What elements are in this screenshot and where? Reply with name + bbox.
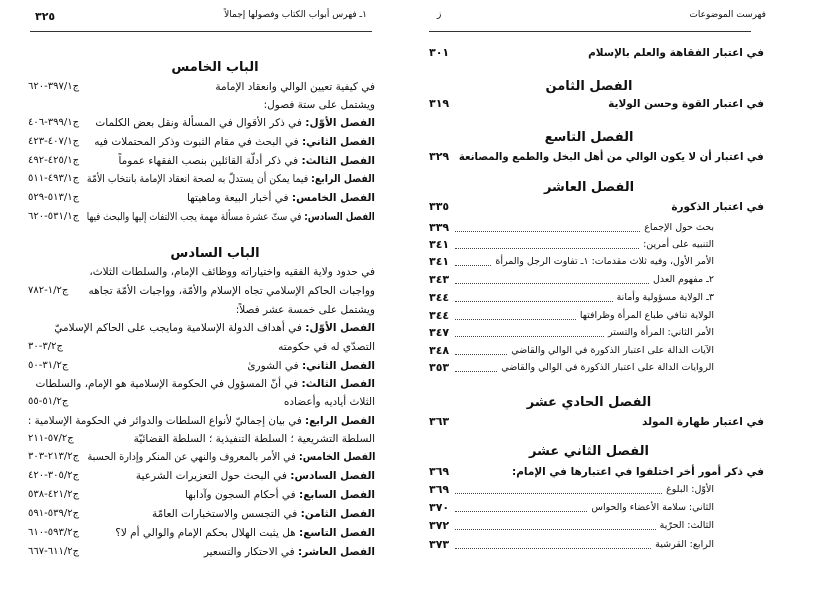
chapter-text: في التجسس والاستخبارات العامّة [152,508,301,520]
toc-line [215,80,375,94]
volume-page-ref: ٤٩٢-٤٢٥/١ج [28,155,80,166]
header-rule [429,31,751,32]
toc-subentry: الأوّل: البلوغ [666,484,714,495]
chapter-text: الثلاث أياديه وأعضاده [283,396,375,408]
running-header-title: ١ـ فهرس أبواب الكتاب وفصولها إجمالاً [224,10,367,20]
volume-page-ref: ٦٢٠-٣٩٧/١ج [28,81,80,92]
chapter-title: الفصل الحادي عشر [526,395,652,410]
toc-subentry: التنبيه على أمرين: [643,239,714,250]
chapter-label: الفصل الثامن: [300,508,375,520]
volume-page-ref: ٧٨٢-١/٢ج [28,285,69,296]
toc-line [87,210,375,224]
toc-entry: في ذكر أمور أخر اختلفوا في اعتبارها في الإمام: [512,466,764,478]
volume-page-ref: ٤٠٦-٣٩٩/١ج [28,117,80,128]
page-number: ٣٦٩ [429,465,450,478]
toc-line [87,172,375,186]
toc-line [115,526,375,540]
toc-line [236,303,375,317]
toc-line [28,414,375,428]
page-number: ٣٢٩ [429,150,450,163]
volume-page-ref: ٢١١-٥٧/٢ج [28,433,74,444]
toc-line [118,154,375,168]
toc-line [87,450,375,464]
toc-line [284,395,375,409]
chapter-label: الفصل الثالث: [301,155,375,167]
chapter-title: الفصل العاشر [543,180,635,195]
dot-leader [455,529,655,530]
right-page [407,0,814,601]
toc-subentry: الآيات الدالة على اعتبار الذكورة في الوالي والقاضي [511,345,714,356]
header-rule [30,31,372,32]
toc-line [54,321,375,335]
toc-line [95,116,375,130]
page-number: ٣٥٣ [429,361,450,374]
toc-line [134,432,375,446]
toc-line [89,284,375,298]
dot-leader [455,511,587,512]
toc-entry: في اعتبار القوة وحسن الولاية [608,98,764,110]
chapter-text: في الشورىٰ [247,360,302,372]
toc-entry: في اعتبار الذكورة [671,201,764,213]
page-number: ٣٧٠ [429,501,450,514]
chapter-label: الفصل السادس: [304,211,375,223]
chapter-text: في البحث في مقام الثبوت وذكر المحتملات فيه [94,136,302,148]
volume-page-ref: ٦١٠-٥٩٣/٢ج [28,527,80,538]
volume-page-ref: ٥٢٩-٥١٣/١ج [28,192,80,203]
toc-line [94,135,375,149]
toc-subentry: بحث حول الإجماع [644,222,714,233]
toc-subentry: الولاية تنافي طباع المرأة وظرافتها [579,310,714,321]
page-number: ٣٤٣ [429,273,450,286]
chapter-label: الفصل السابع: [299,489,375,501]
chapter-text: في أحكام السجون وآدابها [185,489,300,501]
toc-subentry: ٢ـ مفهوم العدل [652,274,714,285]
chapter-text: في أنّ المسؤول في الحكومة الإسلامية هو الإمام، والسلطات [35,378,302,390]
chapter-title: الفصل الثاني عشر [529,444,649,459]
chapter-title: الفصل الثامن [545,79,633,94]
dot-leader [455,283,649,284]
chapter-text: التصدّي له في حكومته [278,341,375,353]
toc-line [89,265,375,279]
page-number: ٣٤٧ [429,326,450,339]
page-number: ٣٤١ [429,255,450,268]
chapter-text: في أهداف الدولة الإسلامية ومايجب على الحاكم الإسلاميّ [54,322,306,334]
page-number: ٣٧٣ [429,538,450,551]
dot-leader [455,371,497,372]
dot-leader [455,265,491,266]
chapter-text: ويشتمل على ستة فصول: [263,99,375,111]
chapter-label: الفصل الثالث: [301,378,375,390]
page-number: ٣٦٩ [429,483,450,496]
page-number: ٣٣٩ [429,221,450,234]
section-title: الباب السادس [170,246,260,261]
toc-entry: في اعتبار أن لا يكون الوالي من أهل البخل والطمع والمصانعة [459,151,764,163]
toc-line [187,191,375,205]
section-title: الباب الخامس [171,60,259,75]
chapter-label: الفصل السادس: [290,470,375,482]
dot-leader [455,248,639,249]
toc-subentry: الروايات الدالة على اعتبار الذكورة في الوالي والقاضي [501,362,714,373]
chapter-text: وواجبات الحاكم الإسلامي تجاه الإسلام والأمّة، وواجبات الأمّة تجاهه [88,285,375,297]
toc-subentry: الأمر الأول، وفيه ثلاث مقدمات: ١ـ تفاوت الرجل والمرأة [495,256,714,267]
dot-leader [455,319,576,320]
volume-page-ref: ٤٢٠-٣٠٥/٢ج [28,470,80,481]
dot-leader [455,354,507,355]
running-header-title: فهرست الموضوعات [689,10,766,20]
page-number: ٣٤٨ [429,344,450,357]
volume-page-ref: ٤٢٣-٤٠٧/١ج [28,136,80,147]
volume-page-ref: ٥٠-٣١/٢ج [28,360,69,371]
chapter-text: في بيان إجماليّ لأنواع السلطات والدوائر في الحكومة الإسلامية : [28,415,306,427]
volume-page-ref: ٦٦٧-٦١١/٢ج [28,546,80,557]
chapter-text: في الأمر بالمعروف والنهي عن المنكر وإدارة الحسبة [87,451,299,463]
chapter-text: في ذكر الأقوال في المسألة ونقل بعض الكلمات [95,117,306,129]
toc-line [204,545,375,559]
toc-subentry: الثاني: سلامة الأعضاء والحواس [591,502,714,513]
page-letter: ز [437,10,442,20]
dot-leader [455,301,612,302]
toc-subentry: الثالث: الحرّية [659,520,714,531]
dot-leader [455,231,640,232]
chapter-label: الفصل الخامس: [291,192,375,204]
toc-subentry: الأمر الثاني: المرأة والتستر [608,327,714,338]
chapter-text: في البحث حول التعزيرات الشرعية [135,470,291,482]
volume-page-ref: ٥١١-٤٩٣/١ج [28,173,80,184]
chapter-title: الفصل التاسع [544,130,634,145]
dot-leader [455,548,651,549]
toc-line [185,488,375,502]
chapter-text: في الاحتكار والتسعير [203,546,299,558]
page-number: ٣٣٥ [429,200,450,213]
chapter-label: الفصل الثاني: [301,136,375,148]
toc-entry: في اعتبار طهارة المولد [642,416,764,428]
page-number: ٣٧٢ [429,519,450,532]
toc-line [36,377,375,391]
page-number: ٣٤١ [429,238,450,251]
volume-page-ref: ٥٩١-٥٣٩/٢ج [28,508,80,519]
chapter-label: الفصل التاسع: [299,527,375,539]
toc-subentry: ٣ـ الولاية مسؤولية وأمانة [616,292,714,303]
dot-leader [455,336,604,337]
toc-line [247,359,375,373]
chapter-label: الفصل الرابع: [305,415,375,427]
dot-leader [455,493,662,494]
volume-page-ref: ٥٣٨-٤٢١/٢ج [28,489,80,500]
toc-line [278,340,375,354]
toc-line [152,507,375,521]
chapter-text: فيما يمكن أن يستدلّ به لصحة انعقاد الإمامة بانتخاب الأمّة [87,173,312,185]
toc-subentry: الرابع: القرشية [655,539,714,550]
chapter-text: هل يثبت الهلال بحكم الإمام والوالي أم لا؟ [115,527,300,539]
volume-page-ref: ٦٢٠-٥٣١/١ج [28,211,80,222]
toc-line [136,469,375,483]
page-number: ٣٠١ [429,46,450,59]
chapter-text: في أخبار البيعة وماهيتها [186,192,292,204]
chapter-label: الفصل الرابع: [311,173,375,185]
page-number: ٣٢٥ [35,10,56,23]
toc-entry: في اعتبار الفقاهة والعلم بالإسلام [588,47,764,59]
chapter-label: الفصل الخامس: [298,451,375,463]
chapter-text: في حدود ولاية الفقيه واختياراته ووظائف الإمام، والسلطات الثلاث، [89,266,375,278]
chapter-label: الفصل الأوّل: [305,322,375,334]
chapter-text: في ذكر أدلّة القائلين بنصب الفقهاء عموماً [118,155,302,167]
toc-line [264,98,375,112]
chapter-label: الفصل الثاني: [301,360,375,372]
chapter-text: في كيفية تعيين الوالي وانعقاد الإمامة [215,81,375,93]
page-number: ٣٤٤ [429,291,450,304]
chapter-text: ويشتمل على خمسة عشر فصلاً: [235,304,375,316]
page-number: ٣٤٤ [429,309,450,322]
chapter-label: الفصل العاشر: [298,546,375,558]
chapter-text: في ستّ عشرة مسألة مهمة يجب الالتفات إليها والبحث فيها [87,211,305,223]
chapter-text: السلطة التشريعية ؛ السلطة التنفيذية ؛ السلطة القضائيّة [133,433,375,445]
page-number: ٣٦٣ [429,415,450,428]
chapter-label: الفصل الأوّل: [305,117,375,129]
page-number: ٣١٩ [429,97,450,110]
volume-page-ref: ٣٠-٣/٢ج [28,341,63,352]
volume-page-ref: ٥٥-٥١/٢ج [28,396,69,407]
volume-page-ref: ٣٠٣-٢١٣/٢ج [28,451,80,462]
